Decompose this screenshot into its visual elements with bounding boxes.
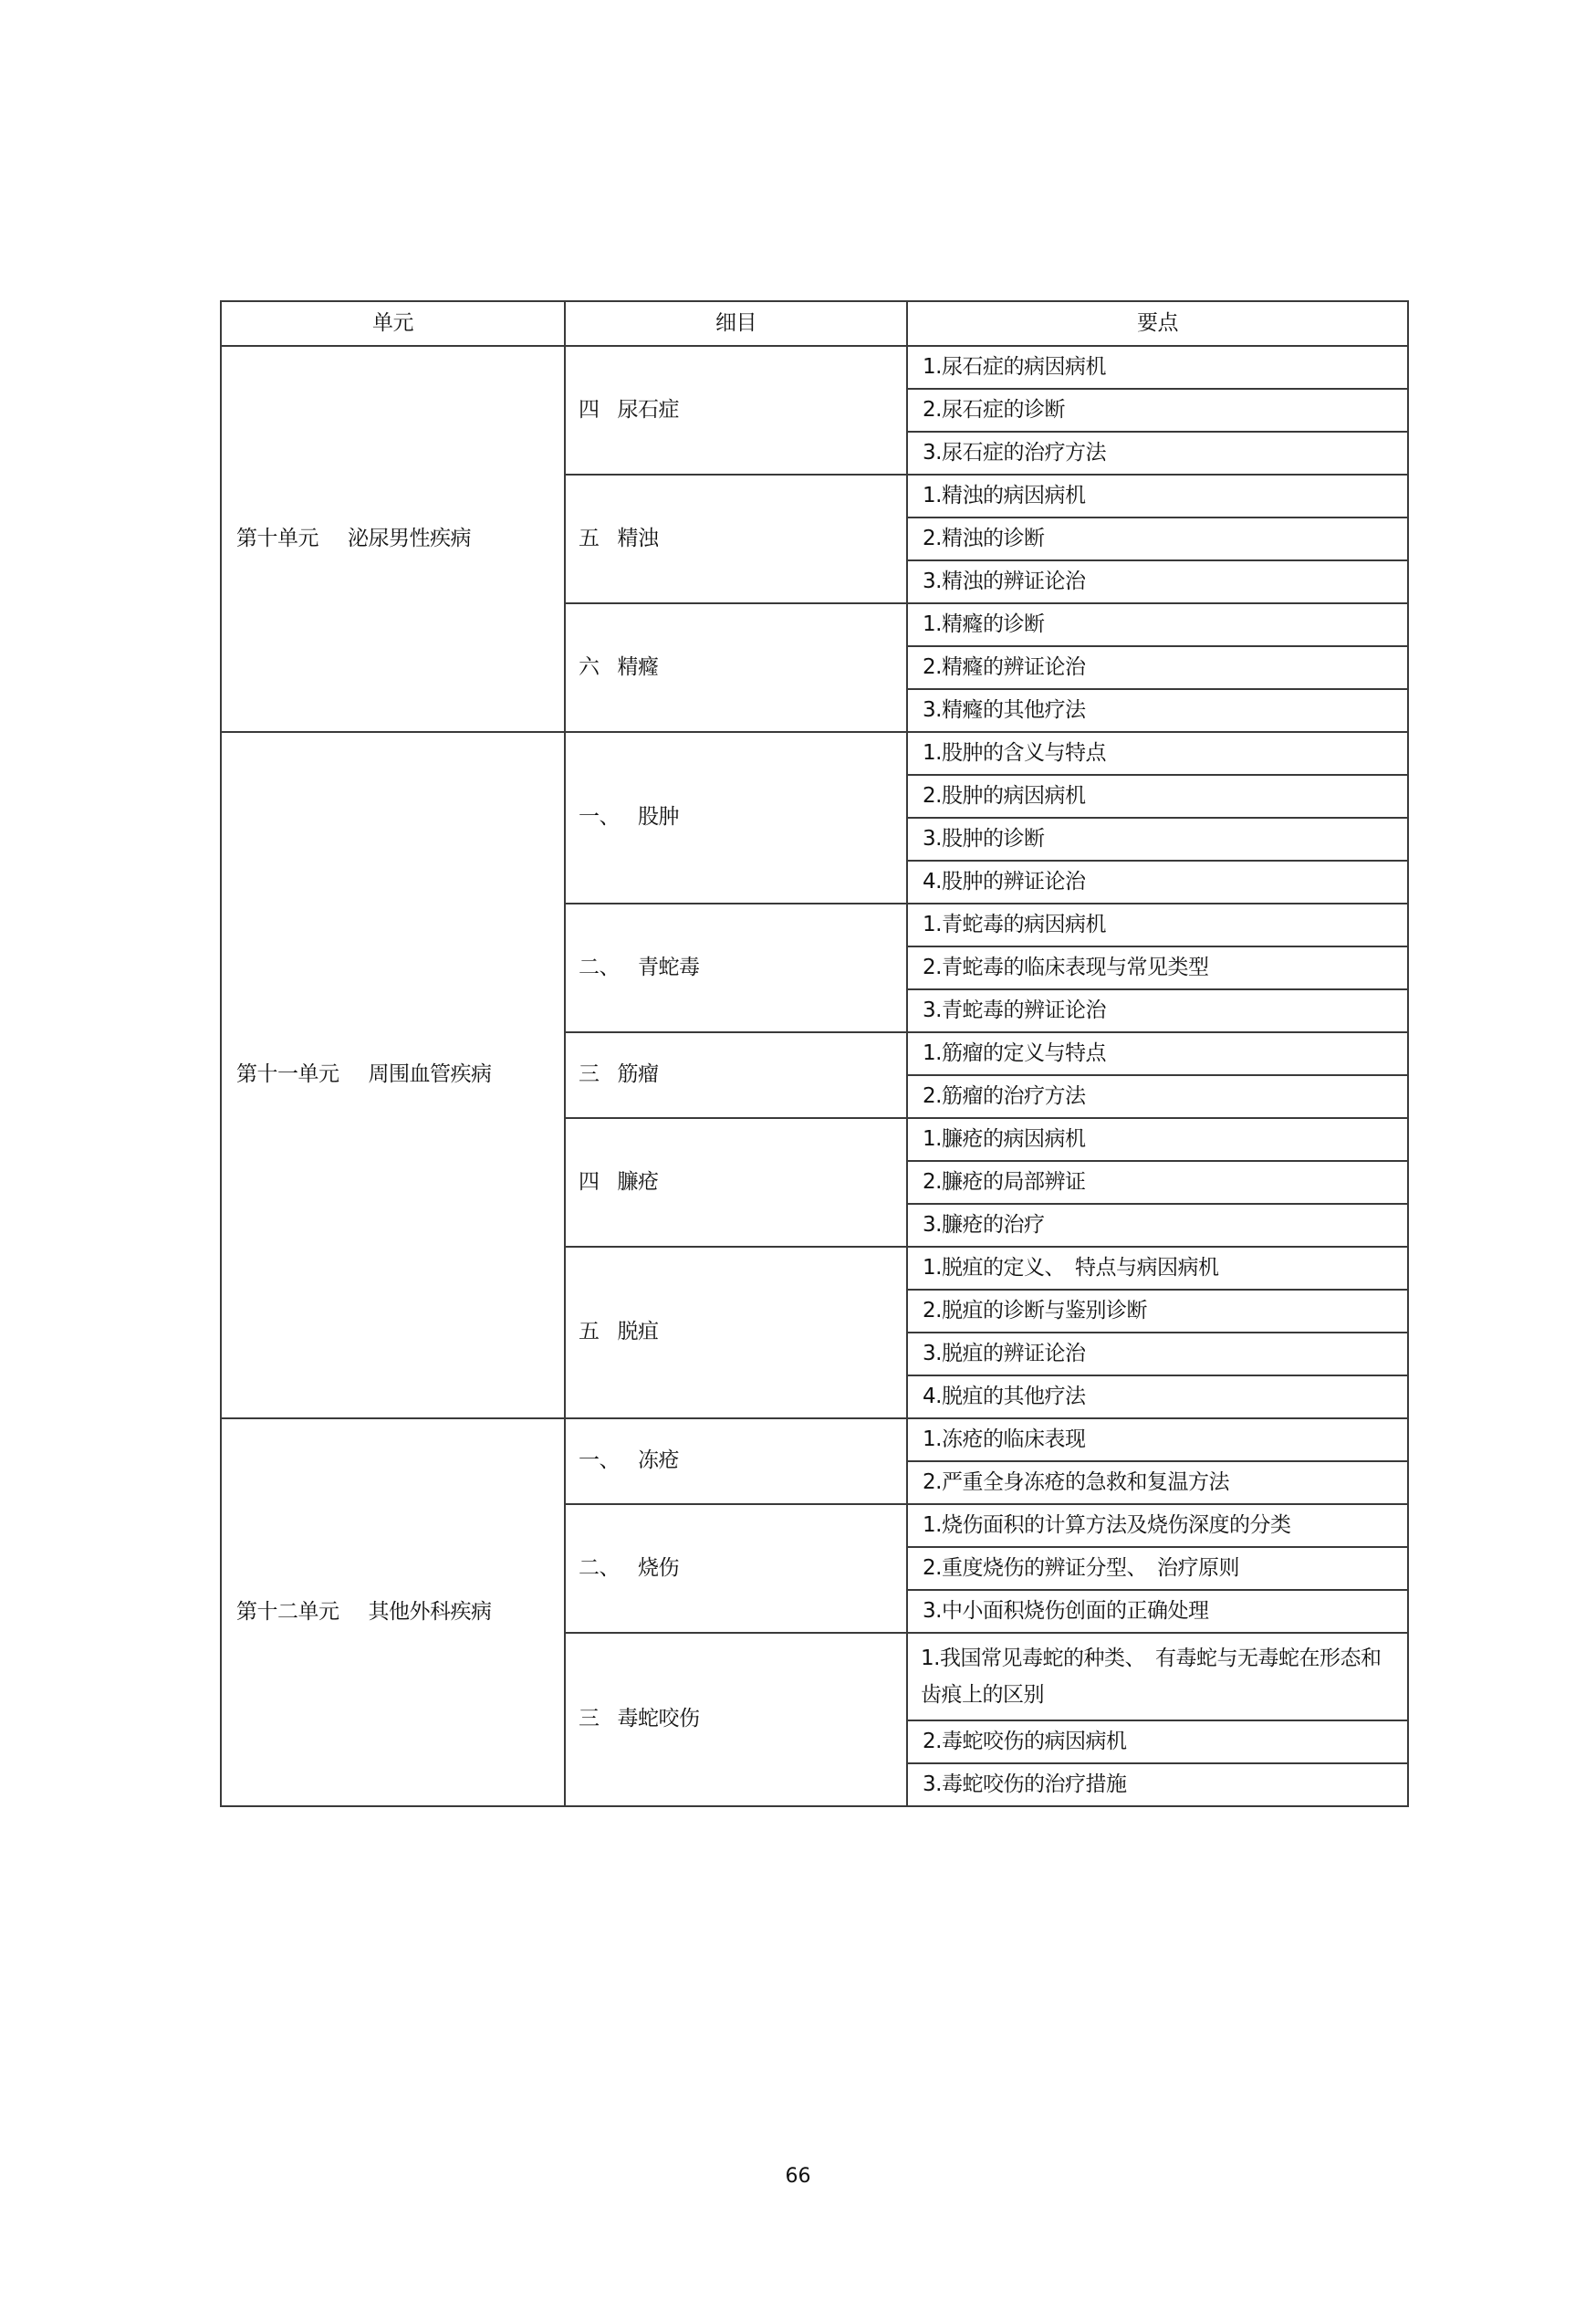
item-number: 一、: [579, 805, 620, 830]
point-cell: 2.精癃的辨证论治: [907, 646, 1408, 689]
header-point: 要点: [907, 301, 1408, 346]
item-number: 一、: [579, 1448, 620, 1473]
item-cell: [565, 904, 907, 1032]
point-cell: 2.重度烧伤的辨证分型、 治疗原则: [907, 1547, 1408, 1590]
page-number: 66: [785, 2165, 811, 2188]
unit-title: 其他外科疾病: [368, 1599, 492, 1624]
item-title: 精癃: [617, 654, 659, 679]
point-cell: 4.脱疽的其他疗法: [907, 1375, 1408, 1418]
point-cell: 3.臁疮的治疗: [907, 1204, 1408, 1247]
item-number: 二、: [579, 955, 620, 979]
item-title: 脱疽: [617, 1320, 659, 1344]
item-number: 五: [579, 1320, 600, 1344]
item-title: 股肿: [638, 805, 679, 830]
point-cell: 4.股肿的辨证论治: [907, 861, 1408, 904]
point-cell: 1.尿石症的病因病机: [907, 346, 1408, 389]
point-cell: 3.精浊的辨证论治: [907, 560, 1408, 603]
table-row: [221, 346, 1408, 389]
item-title: 青蛇毒: [638, 955, 700, 979]
item-cell: [565, 475, 907, 603]
item-title: 毒蛇咬伤: [617, 1707, 700, 1731]
point-cell: 2.毒蛇咬伤的病因病机: [907, 1720, 1408, 1763]
point-cell: 3.中小面积烧伤创面的正确处理: [907, 1590, 1408, 1633]
item-title: 精浊: [617, 526, 659, 550]
item-number: 三: [579, 1062, 600, 1087]
point-cell: 3.股肿的诊断: [907, 818, 1408, 861]
item-number: 四: [579, 397, 600, 422]
item-number: 二、: [579, 1555, 620, 1580]
item-cell: [565, 1418, 907, 1504]
syllabus-table: [220, 300, 1409, 1807]
table-header-row: [221, 301, 1408, 346]
point-cell: 1.烧伤面积的计算方法及烧伤深度的分类: [907, 1504, 1408, 1547]
point-cell: 3.尿石症的治疗方法: [907, 432, 1408, 475]
table-row: [221, 1418, 1408, 1461]
item-cell: [565, 603, 907, 732]
point-cell: 2.臁疮的局部辨证: [907, 1161, 1408, 1204]
point-cell: 3.脱疽的辨证论治: [907, 1333, 1408, 1375]
item-cell: [565, 732, 907, 904]
item-cell: [565, 1504, 907, 1633]
point-cell: 1.精癃的诊断: [907, 603, 1408, 646]
header-unit: 单元: [221, 301, 565, 346]
unit-cell: [221, 1418, 565, 1806]
unit-cell: [221, 732, 565, 1418]
point-cell: 2.精浊的诊断: [907, 518, 1408, 560]
point-cell: 2.股肿的病因病机: [907, 775, 1408, 818]
point-cell: 1.臁疮的病因病机: [907, 1118, 1408, 1161]
point-cell: 2.严重全身冻疮的急救和复温方法: [907, 1461, 1408, 1504]
point-cell: 1.精浊的病因病机: [907, 475, 1408, 518]
point-cell: 2.筋瘤的治疗方法: [907, 1075, 1408, 1118]
point-cell: 1.青蛇毒的病因病机: [907, 904, 1408, 946]
table-row: [221, 732, 1408, 775]
item-number: 四: [579, 1169, 600, 1194]
point-cell: 1.股肿的含义与特点: [907, 732, 1408, 775]
item-title: 冻疮: [638, 1448, 679, 1473]
point-cell: 1.我国常见毒蛇的种类、 有毒蛇与无毒蛇在形态和齿痕上的区别: [907, 1633, 1408, 1720]
item-title: 尿石症: [617, 397, 679, 422]
item-cell: [565, 346, 907, 475]
header-item: 细目: [565, 301, 907, 346]
point-cell: 2.脱疽的诊断与鉴别诊断: [907, 1290, 1408, 1333]
point-cell: 1.筋瘤的定义与特点: [907, 1032, 1408, 1075]
item-title: 烧伤: [638, 1555, 679, 1580]
point-cell: 2.尿石症的诊断: [907, 389, 1408, 432]
point-cell: 1.冻疮的临床表现: [907, 1418, 1408, 1461]
item-title: 臁疮: [617, 1169, 659, 1194]
item-cell: [565, 1032, 907, 1118]
unit-number: 第十单元: [236, 526, 318, 550]
point-cell: 1.脱疽的定义、 特点与病因病机: [907, 1247, 1408, 1290]
unit-cell: [221, 346, 565, 732]
item-cell: [565, 1247, 907, 1418]
unit-title: 泌尿男性疾病: [348, 526, 471, 550]
unit-number: 第十二单元: [236, 1599, 339, 1624]
point-cell: 3.毒蛇咬伤的治疗措施: [907, 1763, 1408, 1806]
unit-number: 第十一单元: [236, 1062, 339, 1087]
point-cell: 3.精癃的其他疗法: [907, 689, 1408, 732]
item-cell: [565, 1633, 907, 1806]
item-cell: [565, 1118, 907, 1247]
item-number: 五: [579, 526, 600, 550]
item-number: 六: [579, 654, 600, 679]
unit-title: 周围血管疾病: [368, 1062, 492, 1087]
item-title: 筋瘤: [617, 1062, 659, 1087]
point-cell: 2.青蛇毒的临床表现与常见类型: [907, 946, 1408, 989]
point-cell: 3.青蛇毒的辨证论治: [907, 989, 1408, 1032]
item-number: 三: [579, 1707, 600, 1731]
